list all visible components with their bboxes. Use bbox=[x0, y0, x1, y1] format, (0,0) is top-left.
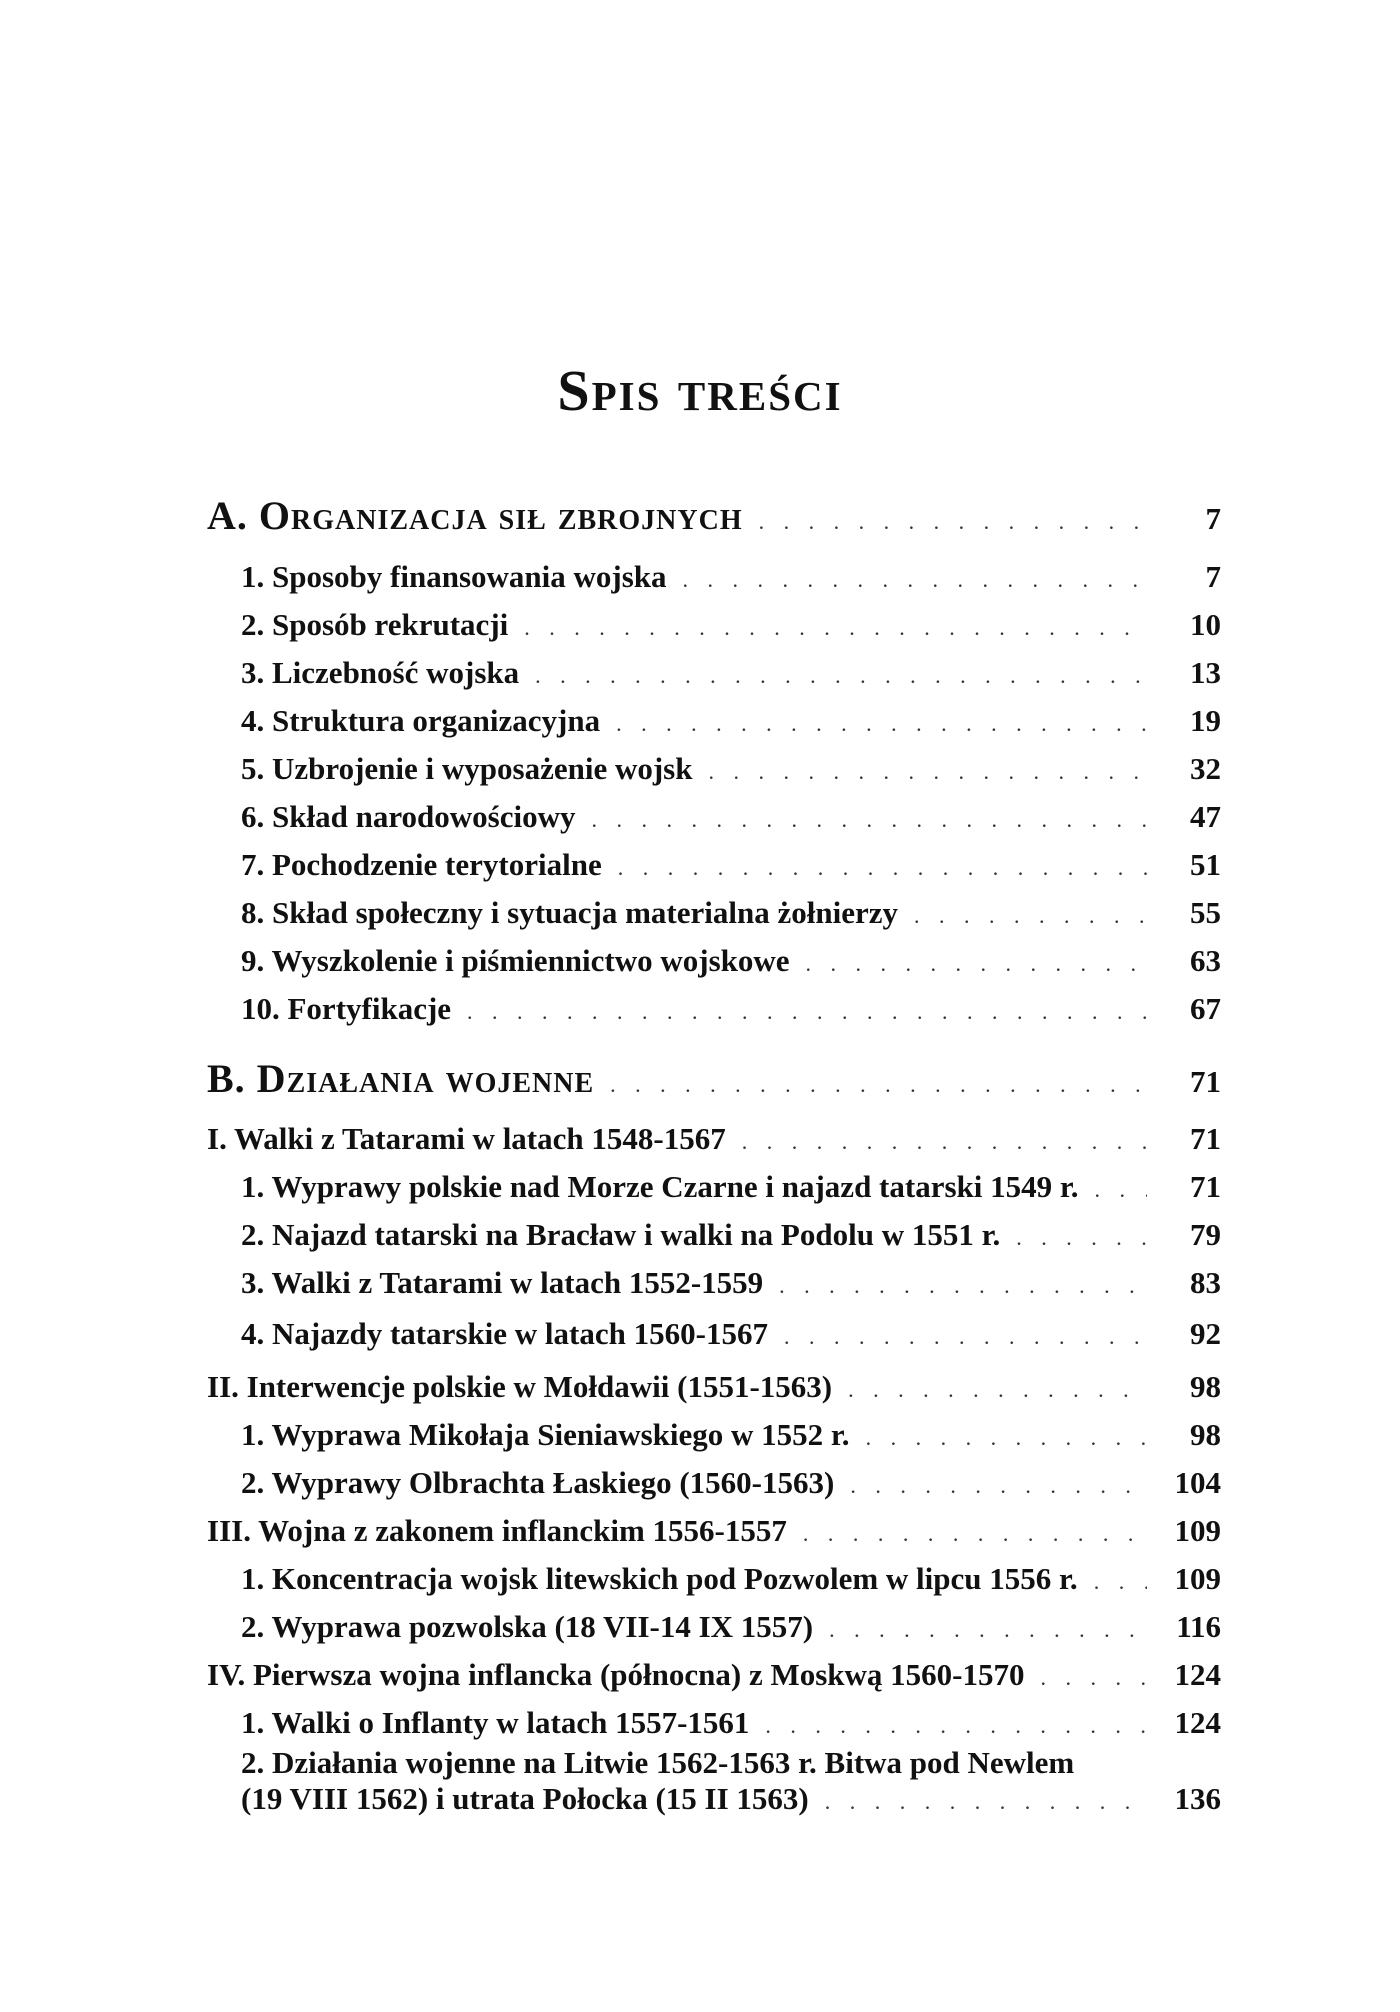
leader-dots bbox=[765, 1708, 1147, 1744]
toc-entry-label: 4. Najazdy tatarskie w latach 1560-1567 bbox=[241, 1316, 768, 1351]
toc-section-a[interactable] bbox=[207, 493, 1221, 540]
toc-entry[interactable] bbox=[241, 1561, 1221, 1600]
toc-entry-label: 5. Uzbrojenie i wyposażenie wojsk bbox=[241, 751, 693, 786]
leader-dots bbox=[759, 504, 1147, 540]
leader-dots bbox=[610, 1067, 1147, 1103]
toc-entry-label: 3. Liczebność wojska bbox=[241, 655, 520, 690]
toc-page-number: 71 bbox=[1190, 1169, 1221, 1204]
toc-entry[interactable] bbox=[241, 895, 1221, 934]
toc-entry[interactable] bbox=[241, 847, 1221, 886]
leader-dots bbox=[1095, 1172, 1147, 1208]
toc-entry[interactable] bbox=[241, 943, 1221, 982]
toc-page-number: 92 bbox=[1190, 1316, 1221, 1351]
toc-page-number: 32 bbox=[1190, 751, 1221, 786]
toc-entry-label: 2. Sposób rekrutacji bbox=[241, 607, 509, 642]
toc-entry-label: 1. Sposoby finansowania wojska bbox=[241, 559, 667, 594]
toc-entry-label: 2. Wyprawy Olbrachta Łaskiego (1560-1563) bbox=[241, 1465, 835, 1500]
toc-page-number: 71 bbox=[1190, 1121, 1221, 1156]
toc-entry[interactable] bbox=[241, 1169, 1221, 1208]
toc-page-number: 83 bbox=[1190, 1265, 1221, 1300]
toc-entry-label: III. Wojna z zakonem inflanckim 1556-1557 bbox=[207, 1513, 787, 1548]
toc-entry[interactable] bbox=[241, 799, 1221, 838]
leader-dots bbox=[825, 1784, 1147, 1820]
toc-page-number: 63 bbox=[1190, 943, 1221, 978]
toc-entry[interactable] bbox=[241, 655, 1221, 694]
toc-page-number: 19 bbox=[1190, 703, 1221, 738]
toc-entry-label: 7. Pochodzenie terytorialne bbox=[241, 847, 602, 882]
leader-dots bbox=[683, 562, 1147, 598]
toc-page-number: 7 bbox=[1205, 559, 1221, 594]
leader-dots bbox=[1016, 1220, 1147, 1256]
leader-dots bbox=[803, 1516, 1147, 1552]
leader-dots bbox=[784, 1319, 1147, 1355]
toc-page-number: 98 bbox=[1190, 1417, 1221, 1452]
toc-page-number: 47 bbox=[1190, 799, 1221, 834]
toc-page-number: 104 bbox=[1174, 1465, 1221, 1500]
leader-dots bbox=[616, 706, 1147, 742]
leader-dots bbox=[742, 1124, 1147, 1160]
leader-dots bbox=[850, 1468, 1147, 1504]
toc-entry-label: 4. Struktura organizacyjna bbox=[241, 703, 601, 738]
leader-dots bbox=[829, 1612, 1147, 1648]
toc-page-number: 13 bbox=[1190, 655, 1221, 690]
toc-page-number: 7 bbox=[1205, 501, 1221, 536]
toc-entry-label: 6. Skład narodowościowy bbox=[241, 799, 576, 834]
toc-entry-label: 1. Koncentracja wojsk litewskich pod Pozwolem w lipcu 1556 r. bbox=[241, 1561, 1078, 1596]
toc-entry-label: 1. Walki o Inflanty w latach 1557-1561 bbox=[241, 1705, 750, 1740]
toc-entry-label: 2. Wyprawa pozwolska (18 VII-14 IX 1557) bbox=[241, 1609, 814, 1644]
leader-dots bbox=[591, 802, 1147, 838]
toc-entry[interactable] bbox=[241, 1265, 1221, 1304]
toc-entry-label: IV. Pierwsza wojna inflancka (północna) z Moskwą 1560-1570 bbox=[207, 1657, 1025, 1692]
leader-dots bbox=[1041, 1660, 1148, 1696]
leader-dots bbox=[1094, 1564, 1147, 1600]
toc-entry-label: 2. Najazd tatarski na Bracław i walki na Podolu w 1551 r. bbox=[241, 1217, 1001, 1252]
toc-chapter[interactable] bbox=[207, 1513, 1221, 1552]
toc-chapter[interactable] bbox=[207, 1657, 1221, 1696]
toc-chapter[interactable] bbox=[207, 1369, 1221, 1408]
leader-dots bbox=[618, 850, 1147, 886]
toc-page-number: 10 bbox=[1190, 607, 1221, 642]
toc-page-number: 67 bbox=[1190, 991, 1221, 1026]
leader-dots bbox=[848, 1372, 1147, 1408]
toc-entry[interactable] bbox=[241, 991, 1221, 1030]
page-title: Spis treści bbox=[557, 358, 843, 423]
toc-entry-label-continued: (19 VIII 1562) i utrata Połocka (15 II 1563) bbox=[241, 1781, 809, 1816]
toc-entry-label: B. Działania wojenne bbox=[207, 1056, 595, 1101]
toc-page-number: 51 bbox=[1190, 847, 1221, 882]
toc-entry-label: A. Organizacja sił zbrojnych bbox=[207, 493, 743, 538]
toc-entry[interactable] bbox=[241, 1609, 1221, 1648]
leader-dots bbox=[914, 898, 1147, 934]
toc-page-number: 79 bbox=[1190, 1217, 1221, 1252]
toc-entry-label: I. Walki z Tatarami w latach 1548-1567 bbox=[207, 1121, 726, 1156]
toc-entry[interactable] bbox=[241, 607, 1221, 646]
toc-page-number: 109 bbox=[1174, 1561, 1221, 1596]
toc-page-number: 109 bbox=[1174, 1513, 1221, 1548]
leader-dots bbox=[535, 658, 1147, 694]
toc-entry[interactable] bbox=[241, 559, 1221, 598]
toc-page-number: 136 bbox=[1174, 1781, 1221, 1816]
leader-dots bbox=[806, 946, 1147, 982]
toc-entry[interactable] bbox=[241, 1417, 1221, 1456]
toc-entry-label: 2. Działania wojenne na Litwie 1562-1563 r. Bitwa pod Newlem bbox=[241, 1745, 1075, 1780]
leader-dots bbox=[866, 1420, 1147, 1456]
toc-page-number: 124 bbox=[1174, 1657, 1221, 1692]
leader-dots bbox=[467, 994, 1147, 1030]
toc-page-number: 71 bbox=[1190, 1064, 1221, 1099]
toc-chapter[interactable] bbox=[207, 1121, 1221, 1160]
toc-entry[interactable] bbox=[241, 1465, 1221, 1504]
toc-entry-label: 1. Wyprawa Mikołaja Sieniawskiego w 1552 r. bbox=[241, 1417, 850, 1452]
toc-entry-label: 3. Walki z Tatarami w latach 1552-1559 bbox=[241, 1265, 764, 1300]
toc-entry-label: 8. Skład społeczny i sytuacja materialna żołnierzy bbox=[241, 895, 898, 930]
leader-dots bbox=[779, 1268, 1147, 1304]
toc-entry[interactable] bbox=[241, 703, 1221, 742]
toc-page-number: 55 bbox=[1190, 895, 1221, 930]
toc-entry[interactable] bbox=[241, 1217, 1221, 1256]
toc-page-number: 124 bbox=[1174, 1705, 1221, 1740]
toc-entry[interactable] bbox=[241, 1705, 1221, 1744]
toc-section-b[interactable] bbox=[207, 1056, 1221, 1103]
toc-entry-label: II. Interwencje polskie w Mołdawii (1551-1563) bbox=[207, 1369, 833, 1404]
leader-dots bbox=[708, 754, 1147, 790]
toc-entry-label: 9. Wyszkolenie i piśmiennictwo wojskowe bbox=[241, 943, 790, 978]
toc-entry-label: 1. Wyprawy polskie nad Morze Czarne i najazd tatarski 1549 r. bbox=[241, 1169, 1079, 1204]
toc-entry-multiline[interactable] bbox=[241, 1745, 1221, 1820]
toc-page-number: 98 bbox=[1190, 1369, 1221, 1404]
toc-entry[interactable] bbox=[241, 751, 1221, 790]
toc-page-number: 116 bbox=[1176, 1609, 1221, 1644]
toc-entry-label: 10. Fortyfikacje bbox=[241, 991, 452, 1026]
leader-dots bbox=[524, 610, 1147, 646]
toc-entry[interactable] bbox=[241, 1316, 1221, 1355]
